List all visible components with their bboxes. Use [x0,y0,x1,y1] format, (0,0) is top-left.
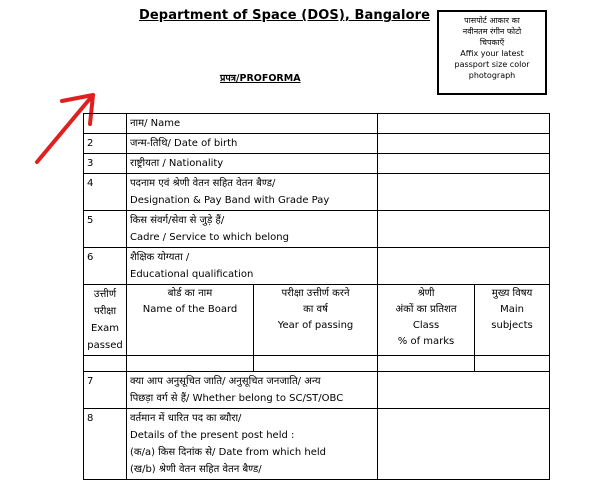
class-marks-header [378,285,475,356]
row-value-cell[interactable] [378,114,550,134]
row-number: 8 [84,409,127,480]
row-label [127,372,378,409]
department-title: Department of Space (DOS), Bangalore [139,8,431,23]
row-label-line2: Designation & Pay Band with Grade Pay [130,195,330,206]
subjects-entry-cell[interactable] [475,356,550,372]
table-row [84,114,550,134]
row-label [127,154,378,174]
row-label-line1: क्या आप अनुसूचित जाति/ अनुसूचित जनजाति/ अन्य [130,376,321,387]
column-header-hi: श्रेणी [417,288,435,299]
row-label [127,114,378,134]
photo-text-line: चिपकाएँ [479,38,505,47]
row-label-line2: Cadre / Service to which belong [130,232,289,243]
column-header-hi: मुख्य विषय [491,288,533,299]
photo-placeholder-box [437,10,547,95]
row-value-cell[interactable] [378,409,550,480]
row-label [127,134,378,154]
table-row [84,134,550,154]
main-subjects-header [475,285,550,356]
column-header-en: Name of the Board [142,304,238,315]
row-value-cell[interactable] [378,134,550,154]
row-label [127,248,378,285]
column-header-hi: परीक्षा उत्तीर्ण करने [281,288,350,299]
exam-entry-cell[interactable] [84,356,127,372]
row-label [127,409,378,480]
table-row [84,248,550,285]
row-number: 4 [84,174,127,211]
row-number: 2 [84,134,127,154]
photo-text-line: passport size color [454,60,530,69]
row-label-line1: नाम/ Name [130,118,181,129]
exam-header-line: passed [87,340,123,351]
row-value-cell[interactable] [378,248,550,285]
exam-header-line: उत्तीर्ण [93,289,117,300]
photo-text-line: photograph [468,71,516,80]
exam-header-line: Exam [90,323,120,334]
photo-text-line: नवीनतम रंगीन फोटो [462,27,522,36]
row-label-line2: पिछड़ा वर्ग से हैं/ Whether belong to SC/ST/OBC [130,393,344,404]
column-header-hi: बोर्ड का नाम [167,288,213,299]
row-label-line1: शैक्षिक योग्यता / [130,252,190,263]
column-header-en: Main subjects [491,304,533,331]
row-value-cell[interactable] [378,154,550,174]
row-label-line2: Details of the present post held : [130,430,295,441]
row-label-line1: पदनाम एवं श्रेणी वेतन सहित वेतन बैण्ड/ [130,178,276,189]
row-number [84,114,127,134]
exam-passed-header [84,285,127,356]
row-label-line1: वर्तमान में धारित पद का ब्यौरा/ [130,413,242,424]
board-entry-cell[interactable] [127,356,254,372]
row-label-line1: किस संवर्ग/सेवा से जुड़े हैं/ [130,215,225,226]
row-label-line3: (क/a) किस दिनांक से/ Date from which held [130,447,327,458]
education-entry-row [84,356,550,372]
proforma-heading: प्रपत्र/PROFORMA [220,73,301,84]
row-label-line1: जन्म-तिथि/ Date of birth [130,138,238,149]
table-row [84,409,550,480]
row-number: 6 [84,248,127,285]
board-name-header [127,285,254,356]
column-header-en: अंकों का प्रतिशत [395,304,457,315]
row-value-cell[interactable] [378,174,550,211]
row-number: 7 [84,372,127,409]
proforma-table [83,113,550,480]
table-row [84,174,550,211]
row-value-cell[interactable] [378,211,550,248]
column-header-en: का वर्ष [303,304,328,315]
row-number: 3 [84,154,127,174]
table-row [84,211,550,248]
marks-entry-cell[interactable] [378,356,475,372]
row-value-cell[interactable] [378,372,550,409]
row-number: 5 [84,211,127,248]
row-label-line1: राष्ट्रीयता / Nationality [130,158,224,169]
column-header-en: % of marks [397,336,455,347]
photo-text-line: पासपोर्ट आकार का [464,16,520,25]
table-row [84,372,550,409]
row-label-line4: (ख/b) श्रेणी वेतन सहित वेतन बैण्ड/ [130,464,262,475]
year-of-passing-header [254,285,378,356]
row-label-line2: Educational qualification [130,269,254,280]
row-label [127,211,378,248]
photo-text-line: Affix your latest [460,49,524,58]
row-label [127,174,378,211]
column-header-en: Year of passing [277,320,354,331]
year-entry-cell[interactable] [254,356,378,372]
table-row [84,154,550,174]
education-header-row [84,285,550,356]
column-header-en: Class [412,320,440,331]
exam-header-line: परीक्षा [93,306,117,317]
